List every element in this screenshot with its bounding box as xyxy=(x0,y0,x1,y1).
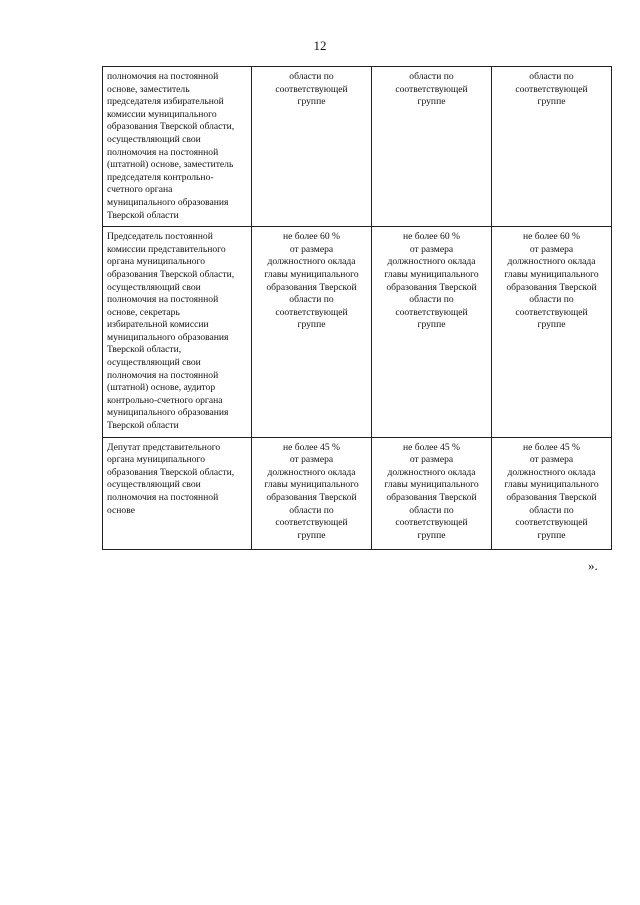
position-text: Депутат представительного органа муниципального образования Тверской области, осуществляющий свои полномочия на постоянной основе xyxy=(107,441,235,516)
table-row xyxy=(103,437,612,549)
salary-table xyxy=(102,66,612,550)
position-text: полномочия на постоянной основе, заместитель председателя избирательной комиссии муниципального образования Тверской области, осуществляющий свои полномочия на постоянной (штатной) основе, заместитель председателя контрольно- счетного органа муниципального образования Тверской области xyxy=(107,71,235,221)
value-cell xyxy=(492,227,612,438)
value-text: не более 45 % от размера должностного оклада главы муниципального образования Тверской области по соответствующей группе xyxy=(384,441,479,541)
value-text: области по соответствующей группе xyxy=(275,71,348,108)
value-cell xyxy=(492,437,612,549)
page-number: 12 xyxy=(313,38,327,53)
value-cell xyxy=(372,67,492,227)
position-cell xyxy=(103,227,252,438)
closing-quote-mark: ». xyxy=(588,558,598,573)
position-text: Председатель постоянной комиссии представительного органа муниципального образования Тверской области, осуществляющий свои полномочия на постоянной основе, секретарь избирательной комиссии муниципального образования Тверской области, осуществляющий свои полномочия на постоянной (штатной) основе, аудитор контрольно-счетного органа муниципального образования Тверской области xyxy=(107,231,235,432)
value-cell xyxy=(252,437,372,549)
table-row xyxy=(103,227,612,438)
value-cell xyxy=(492,67,612,227)
value-cell xyxy=(252,227,372,438)
value-text: не более 60 % от размера должностного оклада главы муниципального образования Тверской области по соответствующей группе xyxy=(264,231,359,331)
value-text: не более 60 % от размера должностного оклада главы муниципального образования Тверской области по соответствующей группе xyxy=(384,231,479,331)
value-text: не более 45 % от размера должностного оклада главы муниципального образования Тверской области по соответствующей группе xyxy=(504,441,599,541)
value-text: области по соответствующей группе xyxy=(395,71,468,108)
value-text: не более 45 % от размера должностного оклада главы муниципального образования Тверской области по соответствующей группе xyxy=(264,441,359,541)
position-cell xyxy=(103,67,252,227)
position-cell xyxy=(103,437,252,549)
value-cell xyxy=(252,67,372,227)
value-text: области по соответствующей группе xyxy=(515,71,588,108)
value-cell xyxy=(372,227,492,438)
value-text: не более 60 % от размера должностного оклада главы муниципального образования Тверской области по соответствующей группе xyxy=(504,231,599,331)
value-cell xyxy=(372,437,492,549)
table-row xyxy=(103,67,612,227)
